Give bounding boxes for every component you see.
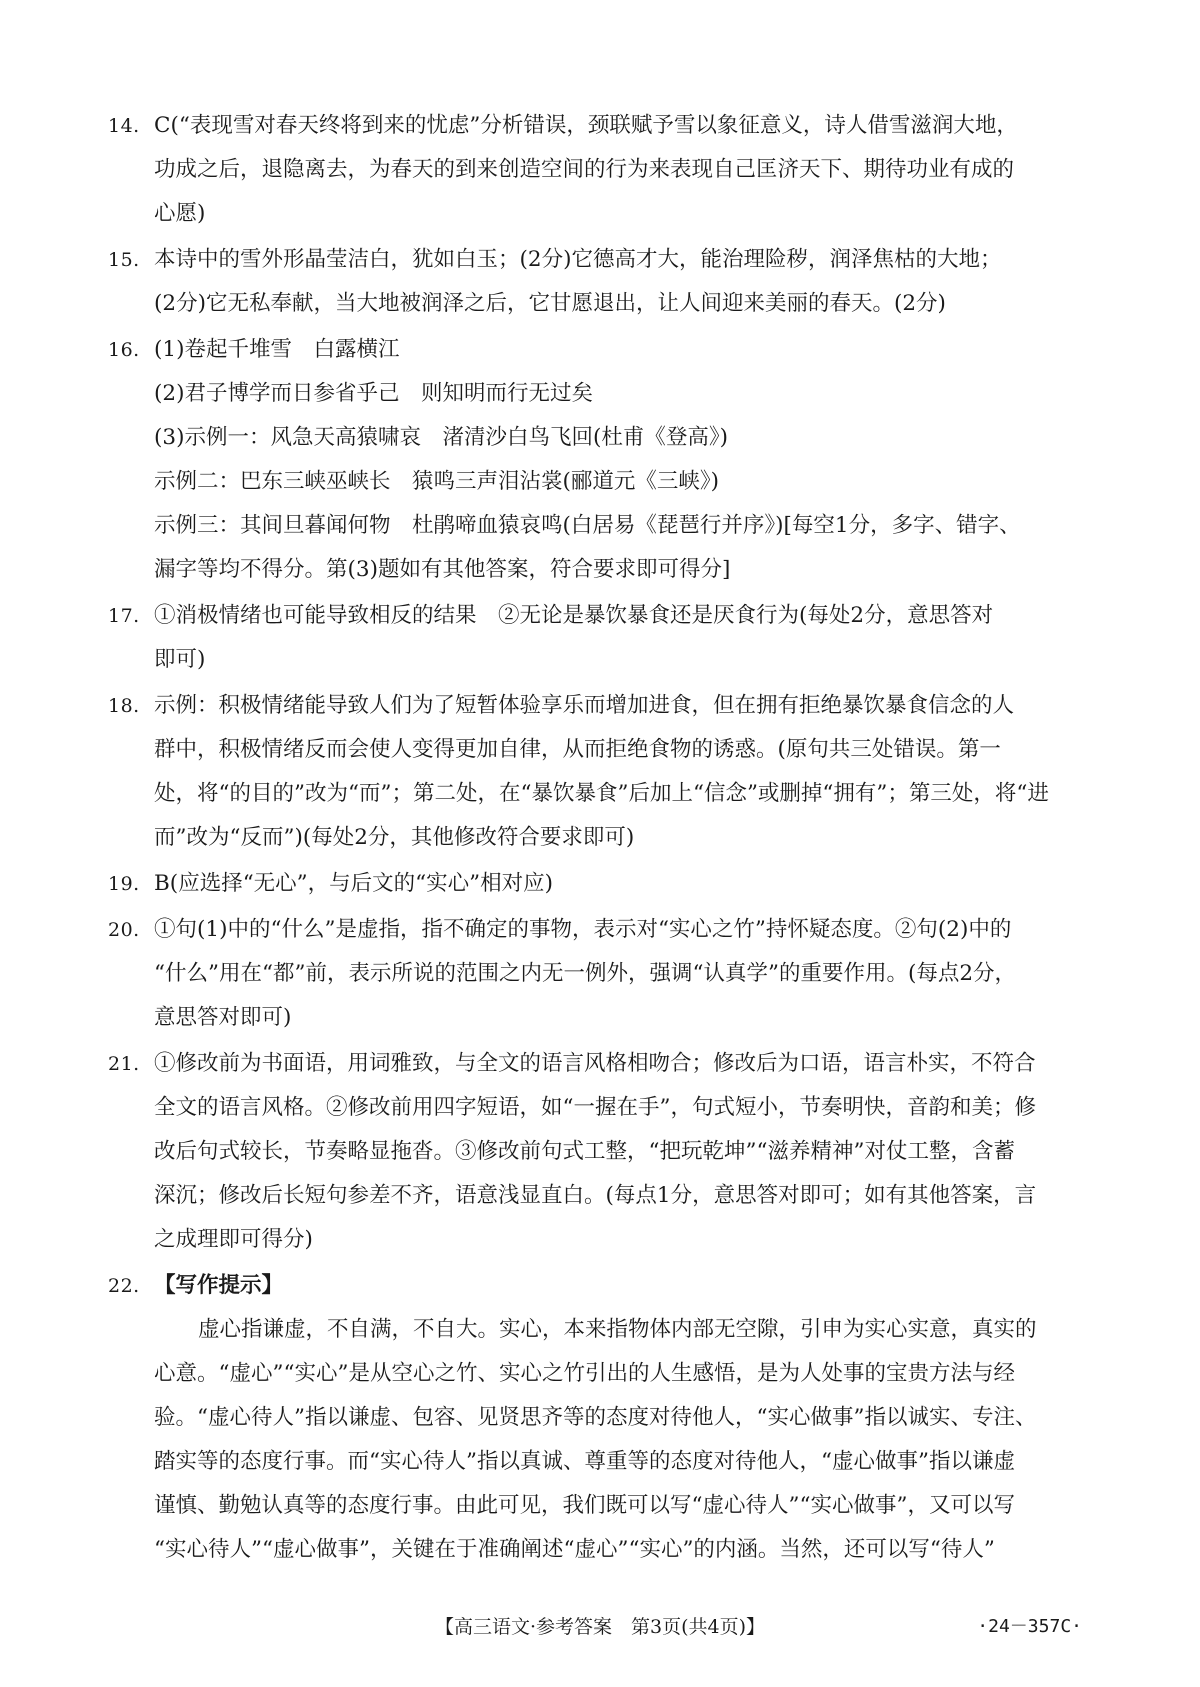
footer-exam-code: ·24－357C·: [977, 1616, 1082, 1637]
answer-number: 16.: [108, 339, 140, 361]
answer-line: (2)君子博学而日参省乎己 则知明而行无过矣: [154, 381, 593, 406]
answer-sheet: [108, 104, 1098, 1574]
answer-line: “什么”用在“都”前，表示所说的范围之内无一例外，强调“认真学”的重要作用。(每点2分，: [154, 961, 1017, 986]
answer-number: 15.: [108, 249, 140, 271]
answer-line: 功成之后，退隐离去，为春天的到来创造空间的行为来表现自己匡济天下、期待功业有成的: [154, 157, 1015, 182]
answer-line: ①句(1)中的“什么”是虚指，指不确定的事物，表示对“实心之竹”持怀疑态度。②句(2)中的: [154, 917, 1012, 942]
answer-number: 20.: [108, 919, 140, 941]
answer-line: 验。“虚心待人”指以谦虚、包容、见贤思齐等的态度对待他人，“实心做事”指以诚实、专注、: [154, 1405, 1037, 1430]
answer-line: B(应选择“无心”，与后文的“实心”相对应): [154, 871, 554, 896]
answer-line: 群中，积极情绪反而会使人变得更加自律，从而拒绝食物的诱惑。(原句共三处错误。第一: [154, 737, 1001, 762]
answer-line: ①消极情绪也可能导致相反的结果 ②无论是暴饮暴食还是厌食行为(每处2分，意思答对: [154, 603, 994, 628]
answer-line: 心意。“虚心”“实心”是从空心之竹、实心之竹引出的人生感悟，是为人处事的宝贵方法与经: [154, 1361, 1015, 1386]
answer-line: (2分)它无私奉献，当大地被润泽之后，它甘愿退出，让人间迎来美丽的春天。(2分): [154, 291, 946, 316]
answer-heading: 【写作提示】: [154, 1273, 284, 1298]
answer-item: [108, 104, 1098, 236]
answer-item: [108, 1264, 1098, 1572]
answer-number: 14.: [108, 115, 140, 137]
answer-number: 18.: [108, 695, 140, 717]
answer-line: 深沉；修改后长短句参差不齐，语意浅显直白。(每点1分，意思答对即可；如有其他答案，言: [154, 1183, 1037, 1208]
answer-line: 示例二：巴东三峡巫峡长 猿鸣三声泪沾裳(郦道元《三峡》): [154, 469, 720, 494]
answer-item: [108, 684, 1098, 860]
footer-page-info: 【高三语文·参考答案 第3页(共4页)】: [434, 1616, 766, 1638]
answer-line: 心愿): [154, 201, 206, 226]
answer-line: (1)卷起千堆雪 白露横江: [154, 337, 400, 362]
answer-number: 19.: [108, 873, 140, 895]
answer-line: 漏字等均不得分。第(3)题如有其他答案，符合要求即可得分]: [154, 557, 731, 582]
answer-line: ①修改前为书面语，用词雅致，与全文的语言风格相吻合；修改后为口语，语言朴实，不符合: [154, 1051, 1036, 1076]
answer-line: 本诗中的雪外形晶莹洁白，犹如白玉；(2分)它德高才大，能治理险秽，润泽焦枯的大地；: [154, 247, 1002, 272]
answer-line: 示例：积极情绪能导致人们为了短暂体验享乐而增加进食，但在拥有拒绝暴饮暴食信念的人: [154, 693, 1015, 718]
answer-item: [108, 594, 1098, 682]
answer-line: 谨慎、勤勉认真等的态度行事。由此可见，我们既可以写“虚心待人”“实心做事”，又可以写: [154, 1493, 1015, 1518]
answer-line: “实心待人”“虚心做事”，关键在于准确阐述“虚心”“实心”的内涵。当然，还可以写“待人”: [154, 1537, 995, 1562]
answer-line: 全文的语言风格。②修改前用四字短语，如“一握在手”，句式短小，节奏明快，音韵和美；修: [154, 1095, 1036, 1120]
answer-line: 示例三：其间旦暮闻何物 杜鹃啼血猿哀鸣(白居易《琵琶行并序》)[每空1分，多字、错字、: [154, 513, 1021, 538]
answer-line: (3)示例一：风急天高猿啸哀 渚清沙白鸟飞回(杜甫《登高》): [154, 425, 728, 450]
answer-number: 21.: [108, 1053, 140, 1075]
answer-number: 22.: [108, 1275, 140, 1297]
answer-line: 之成理即可得分): [154, 1227, 313, 1252]
answer-line: 踏实等的态度行事。而“实心待人”指以真诚、尊重等的态度对待他人，“虚心做事”指以谦虚: [154, 1449, 1015, 1474]
answer-line: 虚心指谦虚，不自满，不自大。实心，本来指物体内部无空隙，引申为实心实意，真实的: [198, 1317, 1037, 1342]
answer-line: 处，将“的目的”改为“而”；第二处，在“暴饮暴食”后加上“信念”或删掉“拥有”；第三处，将“进: [154, 781, 1049, 806]
answer-item: [108, 328, 1098, 592]
answer-line: 改后句式较长，节奏略显拖沓。③修改前句式工整，“把玩乾坤”“滋养精神”对仗工整，含蓄: [154, 1139, 1015, 1164]
answer-line: 意思答对即可): [154, 1005, 292, 1030]
answer-item: [108, 238, 1098, 326]
answer-item: [108, 908, 1098, 1040]
answer-line: 而”改为“反而”)(每处2分，其他修改符合要求即可): [154, 825, 635, 850]
answer-item: [108, 862, 1098, 906]
answer-line: 即可): [154, 647, 206, 672]
answer-number: 17.: [108, 605, 140, 627]
answer-line: C(“表现雪对春天终将到来的忧虑”分析错误，颈联赋予雪以象征意义，诗人借雪滋润大地，: [154, 113, 1018, 138]
answer-item: [108, 1042, 1098, 1262]
